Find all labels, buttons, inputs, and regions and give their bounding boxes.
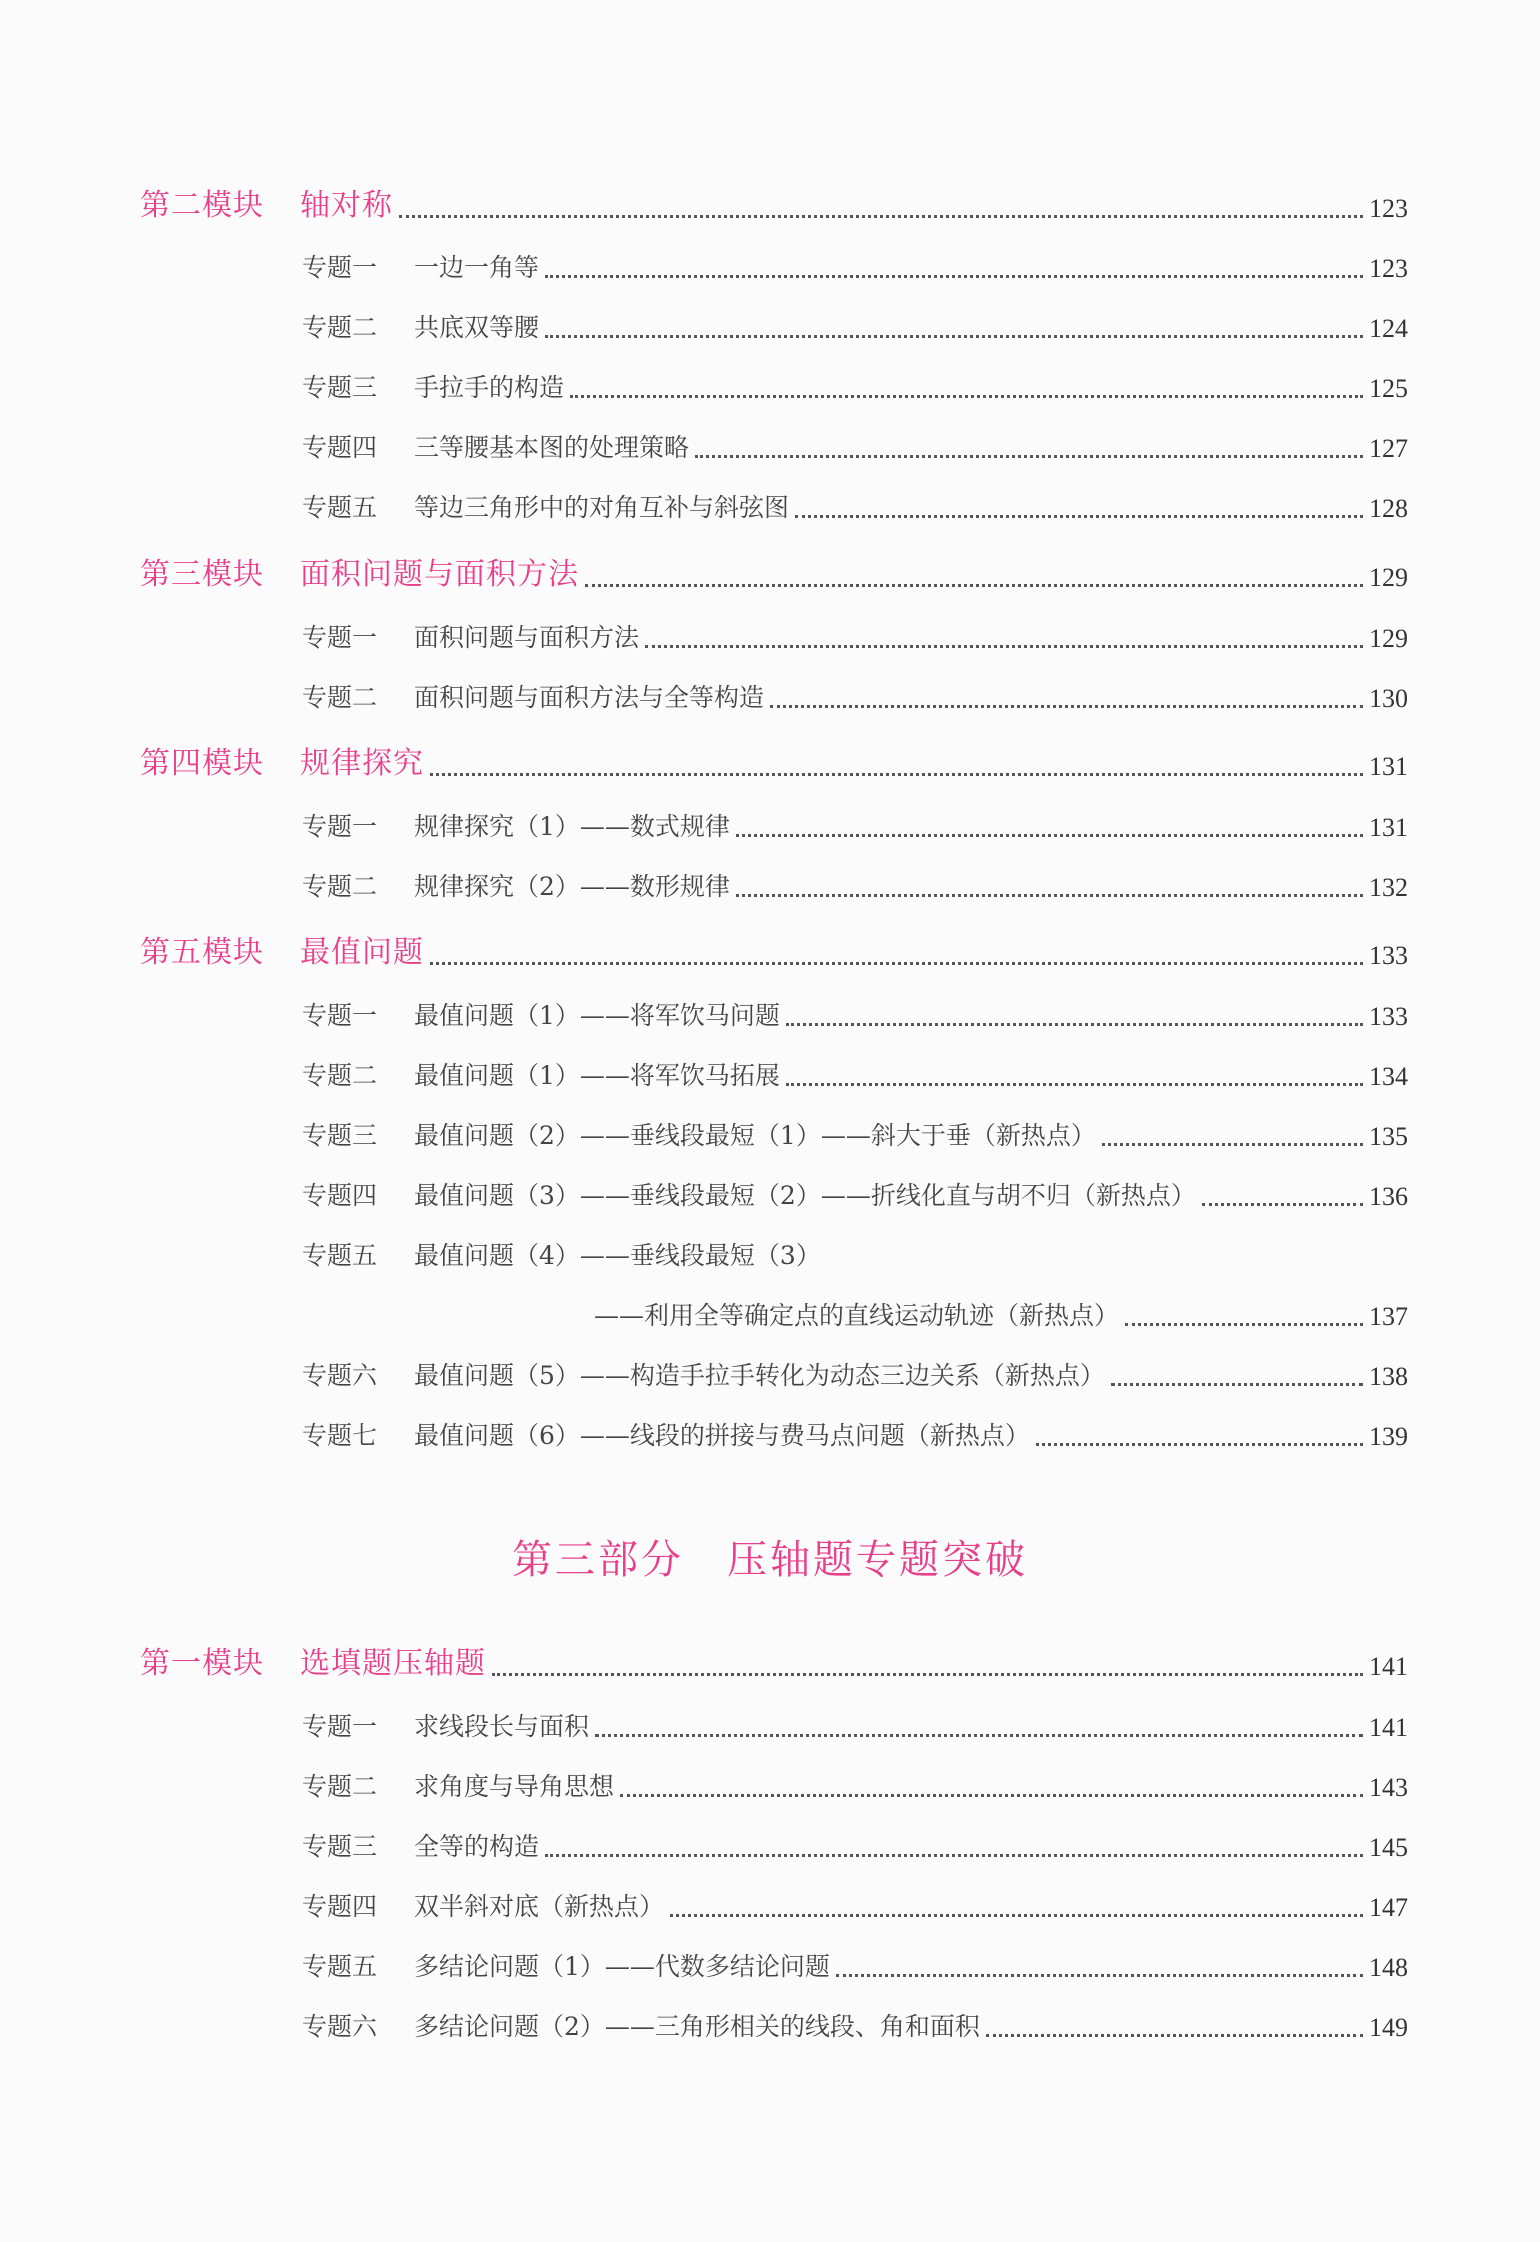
- topic-title: 面积问题与面积方法与全等构造: [414, 683, 765, 712]
- page-number: 143: [1369, 1773, 1408, 1802]
- topic-label: 专题五: [302, 1952, 378, 1981]
- dot-leader: [736, 834, 1363, 837]
- toc-topic-row[interactable]: [302, 2003, 1408, 2043]
- topic-label: 专题一: [302, 812, 378, 841]
- dot-leader: [786, 1023, 1363, 1026]
- toc-topic-row[interactable]: [302, 992, 1408, 1032]
- topic-label: 专题四: [302, 1181, 378, 1210]
- page-number: 136: [1369, 1182, 1408, 1211]
- page-number: 132: [1369, 873, 1408, 902]
- toc-topic-row[interactable]: [302, 803, 1408, 843]
- module-label: 第三模块: [140, 557, 264, 592]
- module-title: 轴对称: [300, 188, 393, 223]
- toc-module-row[interactable]: [140, 545, 1408, 593]
- topic-title: 三等腰基本图的处理策略: [414, 433, 690, 462]
- toc-topic-row[interactable]: [302, 1352, 1408, 1392]
- module-title: 选填题压轴题: [300, 1646, 486, 1681]
- topic-title: 最值问题（6）——线段的拼接与费马点问题（新热点）: [414, 1421, 1030, 1450]
- topic-label: 专题六: [302, 2012, 378, 2041]
- topic-title: 面积问题与面积方法: [414, 623, 640, 652]
- toc-topic-row[interactable]: [302, 1763, 1408, 1803]
- dot-leader: [786, 1083, 1363, 1086]
- toc-topic-continuation[interactable]: [594, 1292, 1408, 1332]
- topic-label: 专题四: [302, 433, 378, 462]
- dot-leader: [670, 1914, 1363, 1917]
- page-number: 145: [1369, 1833, 1408, 1862]
- page-number: 123: [1369, 254, 1408, 283]
- topic-title-continuation: ——利用全等确定点的直线运动轨迹（新热点）: [594, 1301, 1120, 1330]
- page-number: 138: [1369, 1362, 1408, 1391]
- module-label: 第五模块: [140, 935, 264, 970]
- toc-topic-row[interactable]: [302, 1412, 1408, 1452]
- toc-topic-row[interactable]: [302, 614, 1408, 654]
- topic-label: 专题四: [302, 1892, 378, 1921]
- topic-label: 专题二: [302, 1061, 378, 1090]
- page-number: 124: [1369, 314, 1408, 343]
- topic-title: 共底双等腰: [414, 313, 540, 342]
- dot-leader: [695, 455, 1363, 458]
- dot-leader: [545, 1854, 1363, 1857]
- page-number: 133: [1369, 941, 1408, 970]
- toc-module-row[interactable]: [140, 1634, 1408, 1682]
- toc-topic-row[interactable]: [302, 1823, 1408, 1863]
- toc-topic-row[interactable]: [302, 863, 1408, 903]
- module-title: 面积问题与面积方法: [300, 557, 579, 592]
- page-number: 139: [1369, 1422, 1408, 1451]
- topic-label: 专题二: [302, 872, 378, 901]
- dot-leader: [986, 2034, 1363, 2037]
- page-number: 134: [1369, 1062, 1408, 1091]
- topic-label: 专题一: [302, 623, 378, 652]
- dot-leader: [545, 335, 1363, 338]
- dot-leader: [545, 275, 1363, 278]
- topic-title: 最值问题（4）——垂线段最短（3）: [414, 1241, 821, 1270]
- topic-title: 规律探究（2）——数形规律: [414, 872, 730, 901]
- topic-title: 最值问题（3）——垂线段最短（2）——折线化直与胡不归（新热点）: [414, 1181, 1196, 1210]
- dot-leader: [736, 894, 1363, 897]
- topic-title: 最值问题（1）——将军饮马问题: [414, 1001, 780, 1030]
- topic-label: 专题六: [302, 1361, 378, 1390]
- topic-title: 双半斜对底（新热点）: [414, 1892, 665, 1921]
- toc-topic-row[interactable]: [302, 244, 1408, 284]
- topic-label: 专题二: [302, 313, 378, 342]
- dot-leader: [620, 1794, 1363, 1797]
- page-number: 127: [1369, 434, 1408, 463]
- toc-topic-row[interactable]: [302, 1112, 1408, 1152]
- dot-leader: [430, 773, 1363, 776]
- page-number: 133: [1369, 1002, 1408, 1031]
- dot-leader: [1036, 1443, 1363, 1446]
- dot-leader: [585, 584, 1363, 587]
- page-number: 130: [1369, 684, 1408, 713]
- toc-topic-row[interactable]: [302, 1943, 1408, 1983]
- dot-leader: [399, 215, 1363, 218]
- topic-label: 专题三: [302, 1832, 378, 1861]
- topic-title: 多结论问题（2）——三角形相关的线段、角和面积: [414, 2012, 980, 2041]
- topic-title: 最值问题（5）——构造手拉手转化为动态三边关系（新热点）: [414, 1361, 1105, 1390]
- topic-label: 专题二: [302, 683, 378, 712]
- toc-topic-row[interactable]: [302, 484, 1408, 524]
- page-number: 148: [1369, 1953, 1408, 1982]
- toc-topic-row[interactable]: [302, 304, 1408, 344]
- page-number: 129: [1369, 563, 1408, 592]
- dot-leader: [795, 515, 1363, 518]
- toc-topic-row[interactable]: [302, 1052, 1408, 1092]
- dot-leader: [1111, 1383, 1363, 1386]
- topic-label: 专题一: [302, 1001, 378, 1030]
- dot-leader: [492, 1673, 1363, 1676]
- toc-module-row[interactable]: [140, 923, 1408, 971]
- topic-title: 一边一角等: [414, 253, 540, 282]
- page-number: 129: [1369, 624, 1408, 653]
- topic-title: 手拉手的构造: [414, 373, 565, 402]
- module-label: 第二模块: [140, 188, 264, 223]
- module-label: 第一模块: [140, 1646, 264, 1681]
- topic-label: 专题三: [302, 1121, 378, 1150]
- page-number: 135: [1369, 1122, 1408, 1151]
- topic-label: 专题一: [302, 1712, 378, 1741]
- dot-leader: [595, 1734, 1363, 1737]
- toc-module-row[interactable]: [140, 734, 1408, 782]
- page-number: 123: [1369, 194, 1408, 223]
- dot-leader: [770, 705, 1363, 708]
- dot-leader: [570, 395, 1363, 398]
- module-label: 第四模块: [140, 746, 264, 781]
- topic-title: 求角度与导角思想: [414, 1772, 615, 1801]
- toc-topic-row[interactable]: [302, 364, 1408, 404]
- topic-title: 最值问题（2）——垂线段最短（1）——斜大于垂（新热点）: [414, 1121, 1096, 1150]
- topic-title: 规律探究（1）——数式规律: [414, 812, 730, 841]
- topic-title: 等边三角形中的对角互补与斜弦图: [414, 493, 790, 522]
- page-number: 147: [1369, 1893, 1408, 1922]
- page-number: 125: [1369, 374, 1408, 403]
- toc-topic-row[interactable]: [302, 424, 1408, 464]
- topic-label: 专题二: [302, 1772, 378, 1801]
- dot-leader: [836, 1974, 1363, 1977]
- toc-module-row[interactable]: [140, 176, 1408, 224]
- module-title: 规律探究: [300, 746, 424, 781]
- dot-leader: [1202, 1203, 1363, 1206]
- dot-leader: [645, 645, 1363, 648]
- dot-leader: [1125, 1323, 1363, 1326]
- toc-topic-row[interactable]: [302, 1172, 1408, 1212]
- toc-topic-row[interactable]: [302, 1232, 1408, 1272]
- part-heading: 第三部分 压轴题专题突破: [512, 1537, 1028, 1583]
- dot-leader: [430, 962, 1363, 965]
- topic-title: 最值问题（1）——将军饮马拓展: [414, 1061, 780, 1090]
- topic-label: 专题一: [302, 253, 378, 282]
- page-number: 141: [1369, 1713, 1408, 1742]
- page-number: 137: [1369, 1302, 1408, 1331]
- dot-leader: [1102, 1143, 1363, 1146]
- topic-label: 专题五: [302, 493, 378, 522]
- topic-label: 专题五: [302, 1241, 378, 1270]
- toc-topic-row[interactable]: [302, 1703, 1408, 1743]
- module-title: 最值问题: [300, 935, 424, 970]
- page-number: 149: [1369, 2013, 1408, 2042]
- topic-title: 多结论问题（1）——代数多结论问题: [414, 1952, 830, 1981]
- topic-label: 专题三: [302, 373, 378, 402]
- page-number: 131: [1369, 813, 1408, 842]
- toc-topic-row[interactable]: [302, 1883, 1408, 1923]
- topic-label: 专题七: [302, 1421, 378, 1450]
- topic-title: 求线段长与面积: [414, 1712, 590, 1741]
- page-number: 131: [1369, 752, 1408, 781]
- toc-topic-row[interactable]: [302, 674, 1408, 714]
- page-number: 141: [1369, 1652, 1408, 1681]
- topic-title: 全等的构造: [414, 1832, 540, 1861]
- page-number: 128: [1369, 494, 1408, 523]
